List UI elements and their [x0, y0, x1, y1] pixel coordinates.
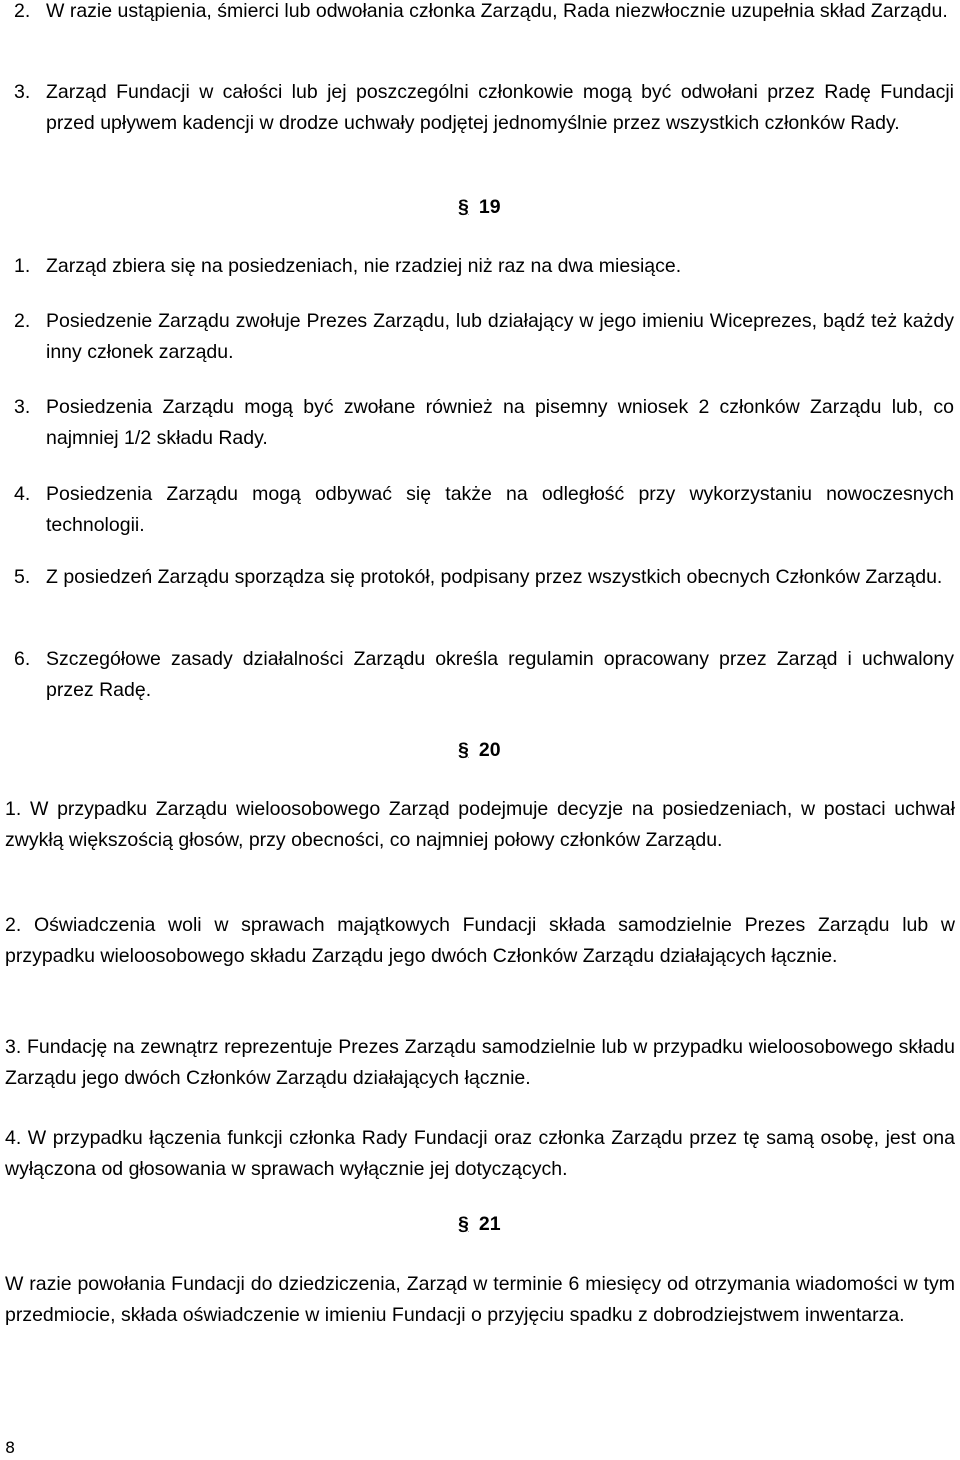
item-text: 1. W przypadku Zarządu wieloosobowego Zarząd podejmuje decyzje na posiedzeniach, w postaci uchwał zwykłą większością głosów, przy obecności, co najmniej połowy członków Zarządu. [5, 798, 955, 851]
paragraph-sign: § [458, 1213, 469, 1235]
item-number: 3. [14, 396, 31, 418]
section-number: 21 [478, 1213, 501, 1235]
list-item [14, 251, 954, 282]
item-number: 1. [14, 255, 31, 277]
list-item [5, 1123, 955, 1184]
item-number: 4. [14, 483, 31, 505]
item-number: 5. [14, 566, 31, 588]
item-text: W razie ustąpienia, śmierci lub odwołania członka Zarządu, Rada niezwłocznie uzupełnia skład Zarządu. [46, 0, 948, 22]
item-number: 2. [14, 0, 31, 22]
section-heading-20 [458, 735, 501, 765]
list-item [14, 479, 954, 540]
list-item [14, 644, 954, 705]
list-item [14, 77, 954, 138]
section-number: 19 [478, 196, 501, 218]
list-item [5, 794, 955, 855]
list-item [14, 0, 954, 27]
paragraph-sign: § [458, 739, 469, 761]
list-item [5, 1032, 955, 1093]
item-text: Posiedzenia Zarządu mogą odbywać się także na odległość przy wykorzystaniu nowoczesnych technologii. [46, 483, 954, 536]
item-text: Zarząd Fundacji w całości lub jej poszczególni członkowie mogą być odwołani przez Radę Fundacji przed upływem kadencji w drodze uchwały podjętej jednomyślnie przez wszystkich członków Rady. [46, 81, 954, 134]
item-number: 2. [14, 310, 31, 332]
item-number: 6. [14, 648, 31, 670]
item-number: 3. [14, 81, 31, 103]
list-item [14, 562, 954, 593]
section-heading-21 [458, 1209, 501, 1239]
list-item [5, 910, 955, 971]
paragraph [5, 1269, 955, 1330]
section-heading-19 [458, 192, 501, 222]
section-number: 20 [478, 739, 501, 761]
item-text: Posiedzenia Zarządu mogą być zwołane również na pisemny wniosek 2 członków Zarządu lub, co najmniej 1/2 składu Rady. [46, 396, 954, 449]
item-text: 3. Fundację na zewnątrz reprezentuje Prezes Zarządu samodzielnie lub w przypadku wieloosobowego składu Zarządu jego dwóch Członków Zarządu działających łącznie. [5, 1036, 955, 1089]
item-text: 4. W przypadku łączenia funkcji członka Rady Fundacji oraz członka Zarządu przez tę samą osobę, jest ona wyłączona od głosowania w sprawach wyłącznie jej dotyczących. [5, 1127, 955, 1180]
item-text: 2. Oświadczenia woli w sprawach majątkowych Fundacji składa samodzielnie Prezes Zarządu lub w przypadku wieloosobowego składu Zarządu jego dwóch Członków Zarządu działających łącznie. [5, 914, 955, 967]
paragraph-text: W razie powołania Fundacji do dziedziczenia, Zarząd w terminie 6 miesięcy od otrzymania wiadomości w tym przedmiocie, składa oświadczenie w imieniu Fundacji o przyjęciu spadku z dobrodziejstwem inwentarza. [5, 1273, 955, 1326]
item-text: Szczegółowe zasady działalności Zarządu określa regulamin opracowany przez Zarząd i uchwalony przez Radę. [46, 648, 954, 701]
page-number: 8 [5, 1438, 16, 1457]
item-text: Z posiedzeń Zarządu sporządza się protokół, podpisany przez wszystkich obecnych Członków Zarządu. [46, 566, 943, 588]
list-item [14, 306, 954, 367]
item-text: Zarząd zbiera się na posiedzeniach, nie rzadziej niż raz na dwa miesiące. [46, 255, 682, 277]
list-item [14, 392, 954, 453]
paragraph-sign: § [458, 196, 469, 218]
item-text: Posiedzenie Zarządu zwołuje Prezes Zarządu, lub działający w jego imieniu Wiceprezes, bądź też każdy inny członek zarządu. [46, 310, 954, 363]
